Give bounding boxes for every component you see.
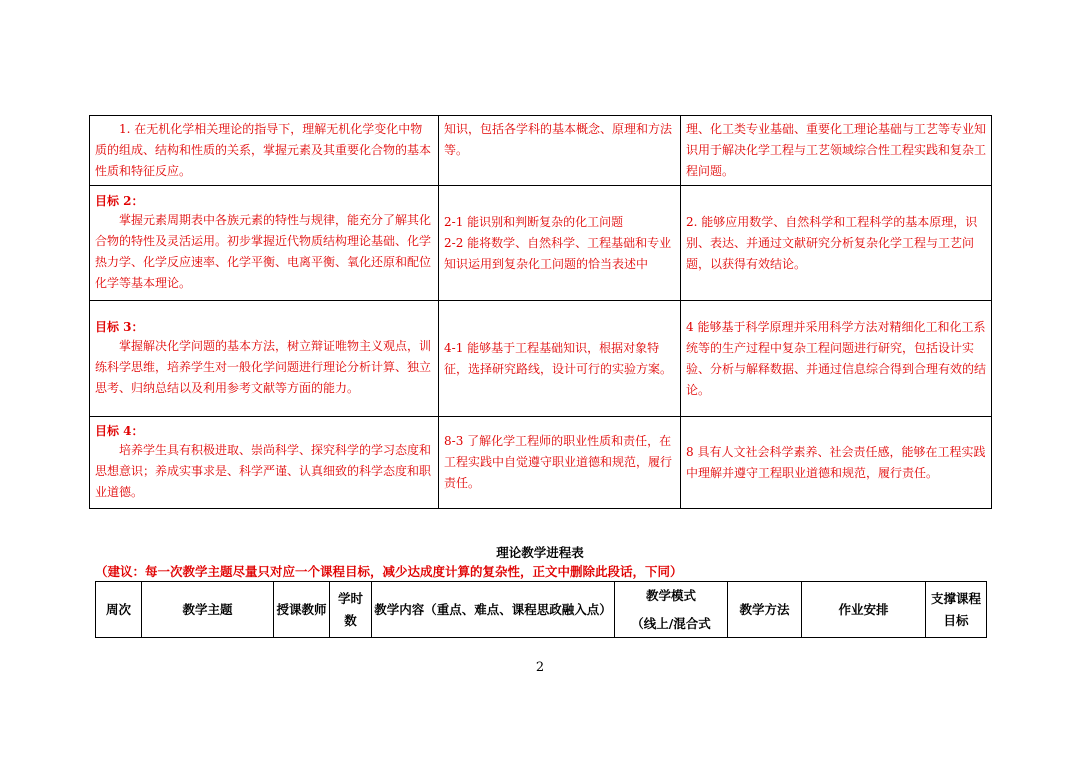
suggestion-note: （建议：每一次教学主题尽量只对应一个课程目标，减少达成度计算的复杂性，正文中删除此段话，下同）: [95, 564, 683, 579]
objective-2-goal: [90, 186, 439, 301]
objective-row-3: [90, 301, 992, 417]
objective-3-indicator-text: 4-1 能够基于工程基础知识，根据对象特征，选择研究路线，设计可行的实验方案。: [444, 340, 673, 376]
objective-1-indicator: [439, 116, 681, 186]
objective-row-4: [90, 417, 992, 509]
objective-3-indicator: [439, 301, 681, 417]
objective-4-indicator-text: 8-3 了解化学工程师的职业性质和责任，在工程实践中自觉遵守职业道德和规范，履行责任。: [444, 434, 673, 490]
objective-row-2: [90, 186, 992, 301]
objective-3-requirement-text: 4 能够基于科学原理并采用科学方法对精细化工和化工系统等的生产过程中复杂工程问题进行研究，包括设计实验、分析与解释数据、并通过信息综合得到合理有效的结论。: [686, 319, 987, 397]
page-number: 2: [535, 660, 545, 675]
objective-2-indicator: [439, 186, 681, 301]
objective-row-1: [90, 116, 992, 186]
objective-3-requirement: [681, 301, 992, 417]
objective-4-requirement: [681, 417, 992, 509]
header-week: 周次: [96, 582, 142, 638]
objective-3-goal: [90, 301, 439, 417]
objective-1-indicator-text: 知识，包括各学科的基本概念、原理和方法等。: [444, 122, 673, 157]
header-teacher: 授课教师: [274, 582, 330, 638]
header-mode: [615, 582, 728, 638]
progress-table-title: 理论教学进程表: [496, 545, 584, 560]
header-mode-line1: 教学模式: [645, 587, 696, 603]
objective-4-goal-text: 培养学生具有积极进取、崇尚科学、探究科学的学习态度和思想意识；养成实事求是、科学严谨、认真细致的科学态度和职业道德。: [95, 443, 432, 499]
header-mode-line2: （线上/混合式: [631, 615, 711, 631]
objective-4-goal: [90, 417, 439, 509]
progress-table: [95, 581, 987, 638]
objective-4-title: 目标 4：: [95, 424, 144, 438]
header-homework: 作业安排: [802, 582, 926, 638]
objective-4-indicator: [439, 417, 681, 509]
objective-1-requirement-text: 理、化工类专业基础、重要化工理论基础与工艺等专业知识用于解决化学工程与工艺领域综合性工程实践和复杂工程问题。: [686, 122, 987, 178]
objectives-table: [89, 115, 992, 509]
objective-1-goal: [90, 116, 439, 186]
objective-2-goal-text: 掌握元素周期表中各族元素的特性与规律，能充分了解其化合物的特性及灵活运用。初步掌握近代物质结构理论基础、化学热力学、化学反应速率、化学平衡、电离平衡、氧化还原和配位化学等基本理论。: [95, 213, 432, 290]
objective-4-requirement-text: 8 具有人文社会科学素养、社会责任感，能够在工程实践中理解并遵守工程职业道德和规范，履行责任。: [686, 444, 986, 480]
objective-2-title: 目标 2：: [95, 194, 144, 208]
header-content: 教学内容（重点、难点、课程思政融入点）: [372, 582, 615, 638]
header-hours: 学时数: [330, 582, 372, 638]
header-method: 教学方法: [728, 582, 802, 638]
header-support: 支撑课程目标: [926, 582, 987, 638]
progress-header-row: [96, 582, 987, 638]
objective-3-title: 目标 3：: [95, 320, 144, 334]
objective-2-indicator-text: 2-1 能识别和判断复杂的化工问题 2-2 能将数学、自然科学、工程基础和专业知识运用到复杂化工问题的恰当表述中: [444, 214, 672, 271]
objective-2-requirement: [681, 186, 992, 301]
objective-3-goal-text: 掌握解决化学问题的基本方法，树立辩证唯物主义观点，训练科学思维，培养学生对一般化学问题进行理论分析计算、独立思考、归纳总结以及利用参考文献等方面的能力。: [95, 339, 432, 395]
objective-1-goal-text: 1. 在无机化学相关理论的指导下，理解无机化学变化中物质的组成、结构和性质的关系，掌握元素及其重要化合物的基本性质和特征反应。: [95, 122, 432, 178]
objective-1-requirement: [681, 116, 992, 186]
objective-2-requirement-text: 2. 能够应用数学、自然科学和工程科学的基本原理，识别、表达、并通过文献研究分析复杂化学工程与工艺问题，以获得有效结论。: [686, 214, 978, 271]
header-topic: 教学主题: [142, 582, 274, 638]
